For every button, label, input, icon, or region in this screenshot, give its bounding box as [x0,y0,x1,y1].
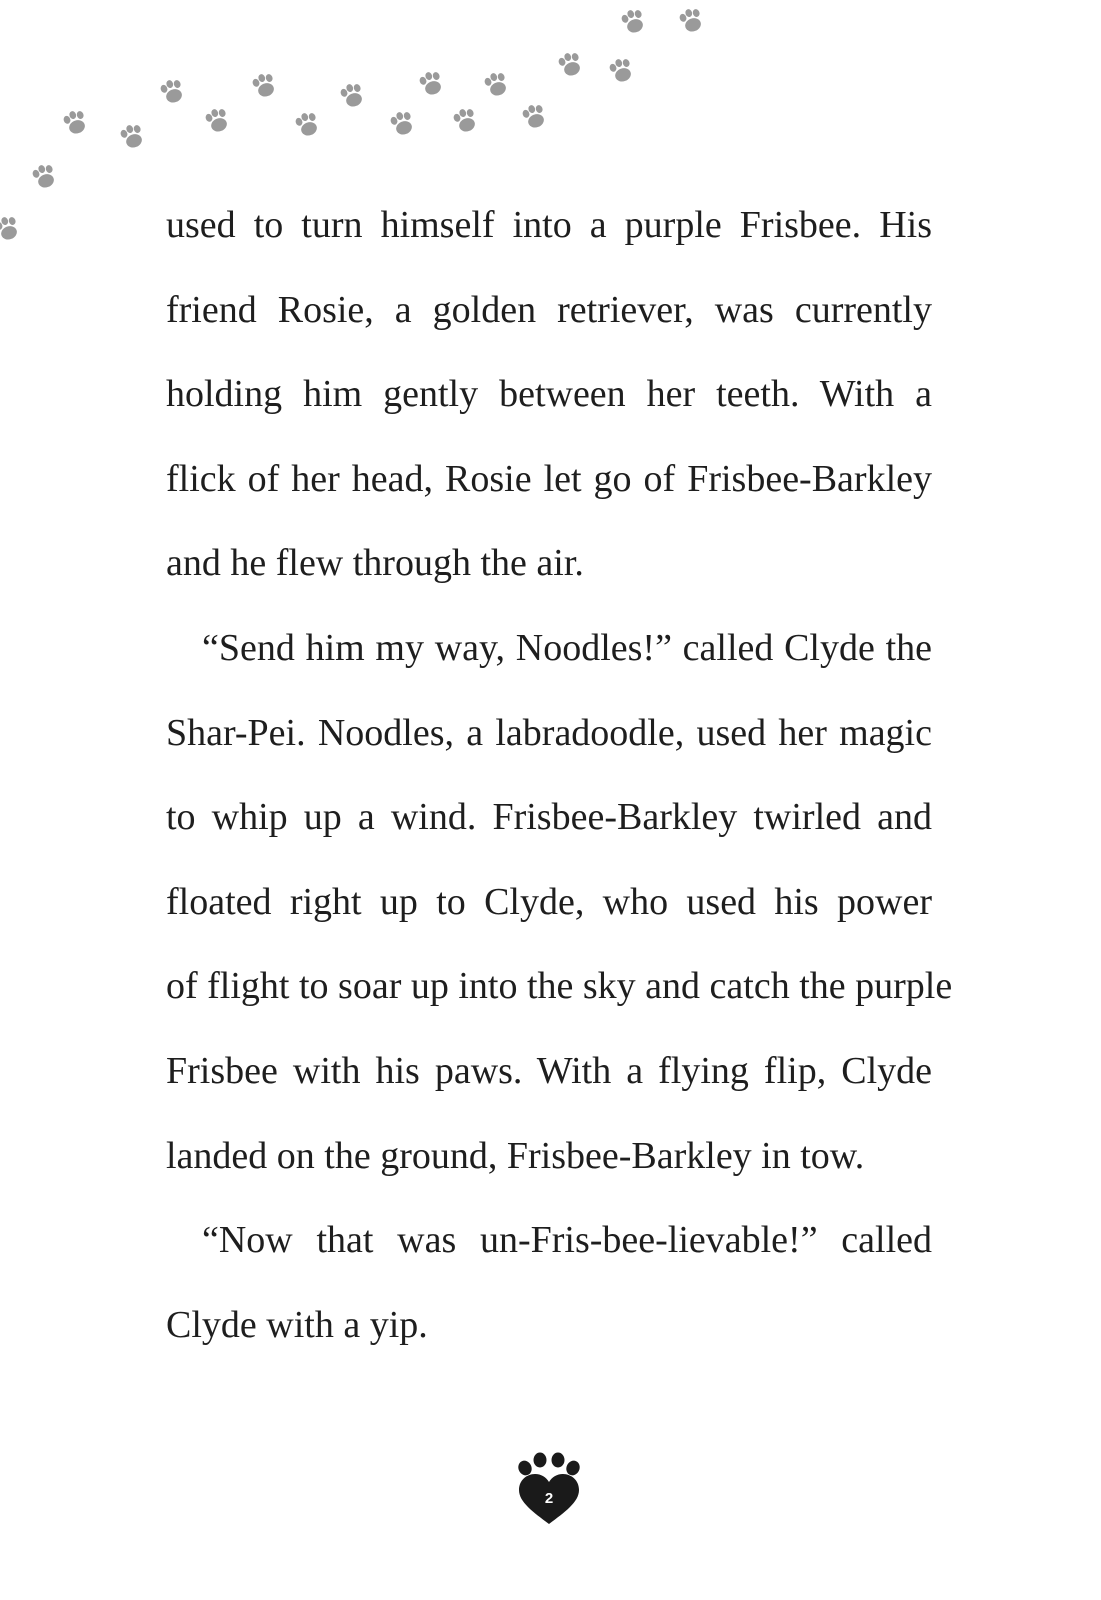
page-number: 2 [544,1490,554,1507]
paw-print-icon [119,122,146,151]
story-line: of flight to soar up into the sky and catch the purple [166,965,953,1008]
story-line: Shar-Pei. Noodles, a labradoodle, used her magic [166,711,932,754]
story-line: landed on the ground, Frisbee-Barkley in tow. [166,1134,865,1177]
paw-print-icon [389,109,416,138]
story-line: to whip up a wind. Frisbee-Barkley twirled and [166,796,932,839]
paw-print-icon [251,71,278,100]
paw-print-icon [608,56,635,85]
paw-print-icon [62,108,89,137]
story-line: holding him gently between her teeth. With a [166,373,932,416]
story-line: “Send him my way, Noodles!” called Clyde the [202,626,932,669]
story-line: floated right up to Clyde, who used his power [166,880,932,923]
paw-print-icon [452,106,479,135]
story-line: and he flew through the air. [166,542,584,585]
story-line: used to turn himself into a purple Frisbee. His [166,204,932,246]
paw-print-icon [31,162,58,191]
paw-print-icon [678,6,705,35]
paw-print-icon [294,110,321,139]
paw-print-icon [483,70,510,99]
page-number-badge [511,1452,587,1528]
paw-print-icon [418,69,445,98]
paw-print-icon [620,7,647,36]
story-text [166,183,953,1367]
story-line: flick of her head, Rosie let go of Frisbee-Barkley [166,457,932,500]
paw-print-icon [557,50,584,79]
paw-print-icon [521,102,548,131]
paw-print-icon [339,81,366,110]
story-line: friend Rosie, a golden retriever, was currently [166,288,932,331]
paw-print-icon [0,214,21,243]
paw-print-icon [159,77,186,106]
story-line: Clyde with a yip. [166,1303,428,1346]
paw-print-icon [204,106,231,135]
story-line: Frisbee with his paws. With a flying flip, Clyde [166,1049,932,1092]
story-line: “Now that was un-Fris-bee-lievable!” called [202,1219,932,1262]
